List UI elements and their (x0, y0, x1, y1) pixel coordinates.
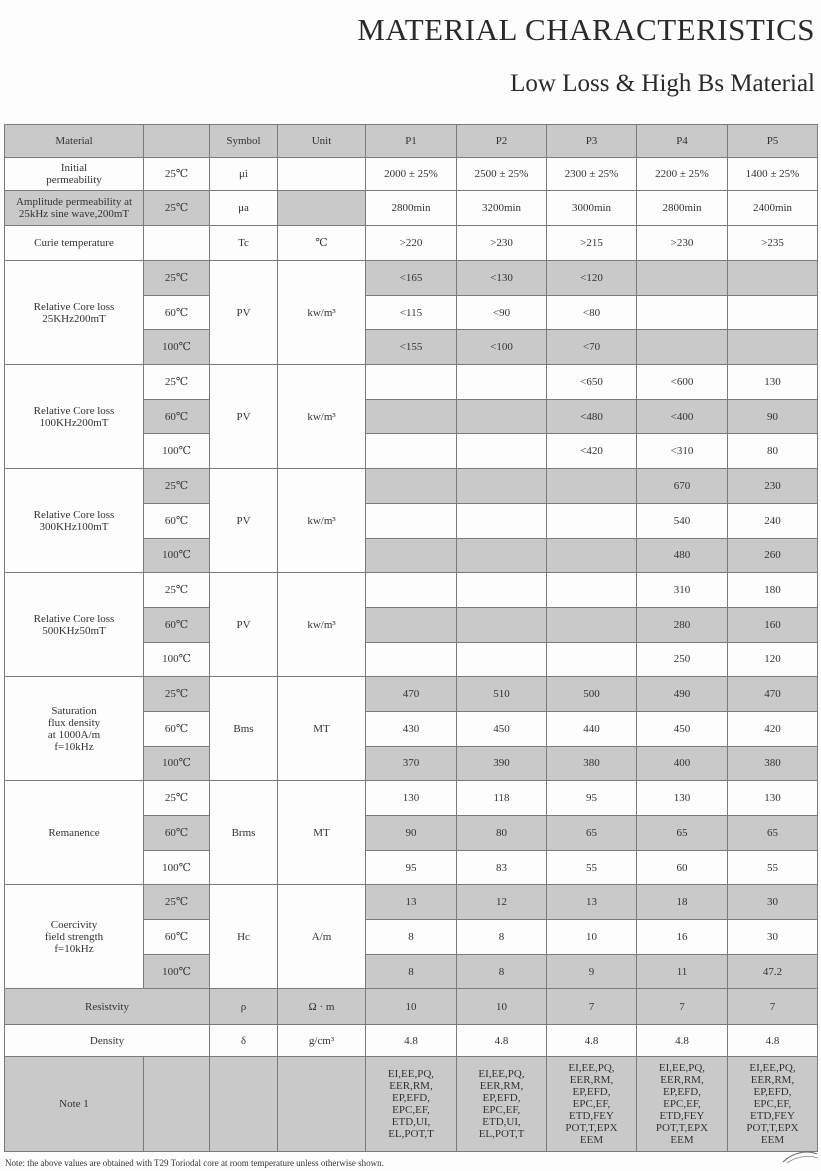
value-cell: 470 (728, 677, 818, 712)
symbol-cell: μa (210, 191, 278, 226)
header-grade-p1: P1 (366, 125, 457, 158)
value-cell: 130 (637, 781, 728, 816)
value-cell: 490 (637, 677, 728, 712)
symbol-cell: PV (210, 365, 278, 469)
symbol-cell: Tc (210, 226, 278, 261)
unit-cell: g/cm³ (278, 1025, 366, 1057)
note-value-cell: EI,EE,PQ, EER,RM, EP,EFD, EPC,EF, ETD,UI, EL,POT,T (457, 1057, 547, 1152)
value-cell (366, 399, 457, 434)
header-grade-p2: P2 (457, 125, 547, 158)
value-cell: 2800min (637, 191, 728, 226)
value-cell: 4.8 (637, 1025, 728, 1057)
unit-cell: MT (278, 781, 366, 885)
value-cell: 120 (728, 642, 818, 677)
value-cell: 11 (637, 954, 728, 989)
unit-cell: kw/m³ (278, 365, 366, 469)
value-cell (457, 642, 547, 677)
table-row (5, 226, 818, 261)
property-label: Relative Core loss 300KHz100mT (5, 469, 144, 573)
value-cell: <130 (457, 261, 547, 296)
value-cell: 240 (728, 503, 818, 538)
value-cell: 380 (547, 746, 637, 781)
value-cell: 280 (637, 607, 728, 642)
value-cell: 450 (637, 711, 728, 746)
value-cell: 8 (366, 920, 457, 955)
temperature-cell: 100℃ (144, 330, 210, 365)
value-cell: <420 (547, 434, 637, 469)
temperature-cell: 60℃ (144, 711, 210, 746)
property-label: Relative Core loss 500KHz50mT (5, 573, 144, 677)
value-cell (366, 642, 457, 677)
property-label: Relative Core loss 100KHz200mT (5, 365, 144, 469)
value-cell (728, 261, 818, 296)
header-grade-p5: P5 (728, 125, 818, 158)
value-cell (457, 434, 547, 469)
value-cell (547, 503, 637, 538)
symbol-cell: Bms (210, 677, 278, 781)
unit-cell: kw/m³ (278, 573, 366, 677)
value-cell: 3200min (457, 191, 547, 226)
value-cell: 7 (728, 989, 818, 1025)
value-cell: 9 (547, 954, 637, 989)
symbol-cell (210, 1057, 278, 1152)
table-body (5, 125, 818, 1152)
value-cell (457, 469, 547, 504)
value-cell: 130 (728, 781, 818, 816)
page-title: MATERIAL CHARACTERISTICS (357, 12, 815, 47)
value-cell: 400 (637, 746, 728, 781)
value-cell: 4.8 (547, 1025, 637, 1057)
temperature-cell: 100℃ (144, 746, 210, 781)
table-row (5, 191, 818, 226)
value-cell: 65 (728, 816, 818, 851)
note-row (5, 1057, 818, 1152)
value-cell: <80 (547, 295, 637, 330)
value-cell: 30 (728, 885, 818, 920)
value-cell: 420 (728, 711, 818, 746)
temperature-cell: 25℃ (144, 573, 210, 608)
unit-cell: kw/m³ (278, 261, 366, 365)
table-row (5, 677, 818, 712)
value-cell: 10 (457, 989, 547, 1025)
unit-cell: A/m (278, 885, 366, 989)
value-cell: 2400min (728, 191, 818, 226)
value-cell: >230 (637, 226, 728, 261)
table-row (5, 885, 818, 920)
temperature-cell: 60℃ (144, 920, 210, 955)
value-cell: 510 (457, 677, 547, 712)
temperature-cell: 100℃ (144, 434, 210, 469)
value-cell: 118 (457, 781, 547, 816)
value-cell: 260 (728, 538, 818, 573)
temperature-cell: 25℃ (144, 885, 210, 920)
value-cell: 2300 ± 25% (547, 158, 637, 191)
temperature-cell: 100℃ (144, 850, 210, 885)
symbol-cell: Brms (210, 781, 278, 885)
value-cell: 12 (457, 885, 547, 920)
value-cell: 55 (547, 850, 637, 885)
unit-cell: kw/m³ (278, 469, 366, 573)
value-cell (547, 607, 637, 642)
value-cell: 8 (457, 954, 547, 989)
value-cell: 80 (728, 434, 818, 469)
value-cell: 55 (728, 850, 818, 885)
value-cell (366, 469, 457, 504)
material-characteristics-table (4, 124, 818, 1152)
unit-cell (278, 1057, 366, 1152)
value-cell: <100 (457, 330, 547, 365)
value-cell: >220 (366, 226, 457, 261)
value-cell: 10 (547, 920, 637, 955)
value-cell: 60 (637, 850, 728, 885)
value-cell (457, 573, 547, 608)
value-cell: >235 (728, 226, 818, 261)
value-cell: 80 (457, 816, 547, 851)
value-cell: <115 (366, 295, 457, 330)
value-cell: 7 (547, 989, 637, 1025)
value-cell (457, 607, 547, 642)
value-cell: 1400 ± 25% (728, 158, 818, 191)
value-cell: 430 (366, 711, 457, 746)
value-cell: 180 (728, 573, 818, 608)
temperature-cell: 25℃ (144, 677, 210, 712)
value-cell: 8 (457, 920, 547, 955)
value-cell: 4.8 (457, 1025, 547, 1057)
value-cell (547, 573, 637, 608)
property-label: Saturation flux density at 1000A/m f=10kHz (5, 677, 144, 781)
value-cell: <70 (547, 330, 637, 365)
value-cell: 13 (366, 885, 457, 920)
temperature-cell: 100℃ (144, 642, 210, 677)
value-cell (728, 330, 818, 365)
temperature-cell: 60℃ (144, 503, 210, 538)
value-cell: >230 (457, 226, 547, 261)
note-value-cell: EI,EE,PQ, EER,RM, EP,EFD, EPC,EF, ETD,FEY POT,T,EPX EEM (637, 1057, 728, 1152)
value-cell (366, 607, 457, 642)
property-label: Density (5, 1025, 210, 1057)
value-cell (457, 503, 547, 538)
value-cell: 160 (728, 607, 818, 642)
value-cell: <310 (637, 434, 728, 469)
header-material: Material (5, 125, 144, 158)
property-label: Initial permeability (5, 158, 144, 191)
property-label: Amplitude permeability at 25kHz sine wave,200mT (5, 191, 144, 226)
temperature-cell: 100℃ (144, 538, 210, 573)
value-cell: 2200 ± 25% (637, 158, 728, 191)
table-row (5, 781, 818, 816)
value-cell (366, 434, 457, 469)
value-cell: 130 (366, 781, 457, 816)
value-cell (457, 538, 547, 573)
temperature-cell: 25℃ (144, 191, 210, 226)
property-label: Curie temperature (5, 226, 144, 261)
value-cell: 10 (366, 989, 457, 1025)
value-cell: 16 (637, 920, 728, 955)
value-cell: 670 (637, 469, 728, 504)
value-cell: 230 (728, 469, 818, 504)
unit-cell: Ω · m (278, 989, 366, 1025)
temperature-cell: 25℃ (144, 781, 210, 816)
value-cell: 3000min (547, 191, 637, 226)
value-cell: 18 (637, 885, 728, 920)
symbol-cell: ρ (210, 989, 278, 1025)
header-symbol: Symbol (210, 125, 278, 158)
value-cell: 470 (366, 677, 457, 712)
header-grade-p3: P3 (547, 125, 637, 158)
symbol-cell: PV (210, 261, 278, 365)
value-cell: 2800min (366, 191, 457, 226)
value-cell: <90 (457, 295, 547, 330)
value-cell: 13 (547, 885, 637, 920)
value-cell: 65 (637, 816, 728, 851)
temperature-cell: 60℃ (144, 399, 210, 434)
value-cell: 380 (728, 746, 818, 781)
table-row (5, 1025, 818, 1057)
value-cell: 65 (547, 816, 637, 851)
unit-cell: ℃ (278, 226, 366, 261)
value-cell (366, 503, 457, 538)
value-cell: 7 (637, 989, 728, 1025)
value-cell: >215 (547, 226, 637, 261)
table-row (5, 989, 818, 1025)
unit-cell: MT (278, 677, 366, 781)
value-cell: 500 (547, 677, 637, 712)
temperature-cell (144, 1057, 210, 1152)
symbol-cell: Hc (210, 885, 278, 989)
symbol-cell: PV (210, 573, 278, 677)
value-cell: 310 (637, 573, 728, 608)
value-cell: 2500 ± 25% (457, 158, 547, 191)
value-cell (457, 399, 547, 434)
note-value-cell: EI,EE,PQ, EER,RM, EP,EFD, EPC,EF, ETD,UI, EL,POT,T (366, 1057, 457, 1152)
value-cell (637, 261, 728, 296)
header-unit: Unit (278, 125, 366, 158)
value-cell: <155 (366, 330, 457, 365)
note-label: Note 1 (5, 1057, 144, 1152)
value-cell: 95 (547, 781, 637, 816)
value-cell: 440 (547, 711, 637, 746)
value-cell (547, 538, 637, 573)
temperature-cell: 100℃ (144, 954, 210, 989)
value-cell (366, 573, 457, 608)
temperature-cell: 60℃ (144, 816, 210, 851)
temperature-cell: 25℃ (144, 261, 210, 296)
temperature-cell: 25℃ (144, 469, 210, 504)
value-cell (366, 365, 457, 400)
value-cell (637, 295, 728, 330)
value-cell (366, 538, 457, 573)
value-cell: 4.8 (728, 1025, 818, 1057)
table-row (5, 469, 818, 504)
property-label: Coercivity field strength f=10kHz (5, 885, 144, 989)
temperature-cell: 25℃ (144, 158, 210, 191)
value-cell: 30 (728, 920, 818, 955)
value-cell: 370 (366, 746, 457, 781)
temperature-cell: 60℃ (144, 295, 210, 330)
value-cell (728, 295, 818, 330)
value-cell: 450 (457, 711, 547, 746)
header-row (5, 125, 818, 158)
header-temperature (144, 125, 210, 158)
value-cell (547, 642, 637, 677)
value-cell (637, 330, 728, 365)
temperature-cell (144, 226, 210, 261)
value-cell: 2000 ± 25% (366, 158, 457, 191)
value-cell: 480 (637, 538, 728, 573)
value-cell: 95 (366, 850, 457, 885)
unit-cell (278, 158, 366, 191)
value-cell: 83 (457, 850, 547, 885)
table-row (5, 573, 818, 608)
unit-cell (278, 191, 366, 226)
property-label: Resistvity (5, 989, 210, 1025)
value-cell: <165 (366, 261, 457, 296)
value-cell: <600 (637, 365, 728, 400)
value-cell: 540 (637, 503, 728, 538)
note-value-cell: EI,EE,PQ, EER,RM, EP,EFD, EPC,EF, ETD,FEY POT,T,EPX EEM (547, 1057, 637, 1152)
value-cell: 47.2 (728, 954, 818, 989)
value-cell: <480 (547, 399, 637, 434)
symbol-cell: μi (210, 158, 278, 191)
value-cell: <650 (547, 365, 637, 400)
table-row (5, 365, 818, 400)
temperature-cell: 60℃ (144, 607, 210, 642)
symbol-cell: PV (210, 469, 278, 573)
note-value-cell: EI,EE,PQ, EER,RM, EP,EFD, EPC,EF, ETD,FEY POT,T,EPX EEM (728, 1057, 818, 1152)
temperature-cell: 25℃ (144, 365, 210, 400)
swoosh-decoration (781, 1150, 819, 1164)
footnote: Note: the above values are obtained with T29 Toriodal core at room temperature unless otherwise shown. (5, 1158, 384, 1168)
value-cell: 8 (366, 954, 457, 989)
value-cell: 130 (728, 365, 818, 400)
value-cell: <120 (547, 261, 637, 296)
value-cell (547, 469, 637, 504)
table-row (5, 261, 818, 296)
property-label: Remanence (5, 781, 144, 885)
property-label: Relative Core loss 25KHz200mT (5, 261, 144, 365)
table-row (5, 158, 818, 191)
value-cell (457, 365, 547, 400)
value-cell: 90 (366, 816, 457, 851)
value-cell: 4.8 (366, 1025, 457, 1057)
value-cell: 390 (457, 746, 547, 781)
value-cell: 90 (728, 399, 818, 434)
page-subtitle: Low Loss & High Bs Material (510, 70, 815, 97)
header-grade-p4: P4 (637, 125, 728, 158)
value-cell: 250 (637, 642, 728, 677)
symbol-cell: δ (210, 1025, 278, 1057)
value-cell: <400 (637, 399, 728, 434)
